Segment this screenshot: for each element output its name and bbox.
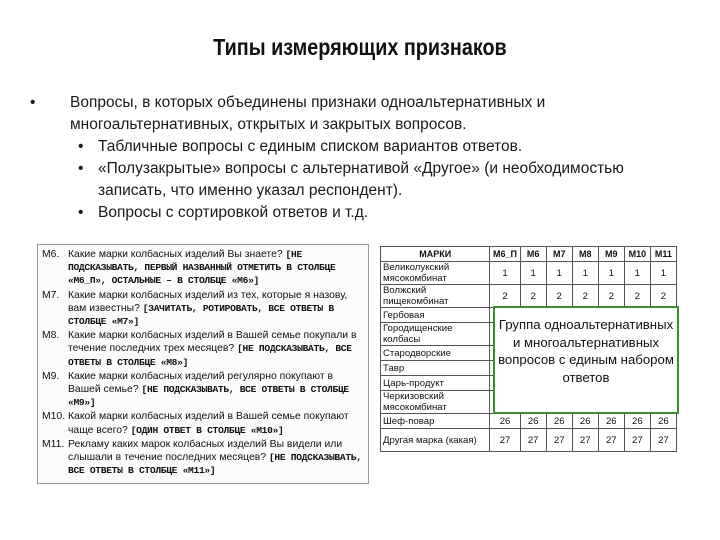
code-cell: 2 bbox=[520, 285, 546, 308]
table-row bbox=[381, 262, 677, 285]
question-code: M11. bbox=[42, 438, 65, 450]
table-row bbox=[381, 414, 677, 429]
brand-cell: Тавр bbox=[381, 361, 490, 376]
code-cell: 26 bbox=[624, 414, 650, 429]
brand-cell: Городищенские колбасы bbox=[381, 323, 490, 346]
code-cell: 26 bbox=[490, 414, 520, 429]
question-code: M8. bbox=[42, 330, 60, 342]
table-row bbox=[381, 429, 677, 452]
table-header: M6 bbox=[520, 247, 546, 262]
table-header: МАРКИ bbox=[381, 247, 490, 262]
question-instruction: [ЗАЧИТАТЬ, РОТИРОВАТЬ, ВСЕ ОТВЕТЫ В СТОЛБЦЕ «M7»] bbox=[68, 302, 334, 328]
sub-bullet-text: Табличные вопросы с единым списком вариантов ответов. bbox=[98, 138, 523, 155]
code-cell: 26 bbox=[572, 414, 598, 429]
table-header-row bbox=[381, 247, 677, 262]
bullet-main-text: Вопросы, в которых объединены признаки одноальтернативных и многоальтернативных, открытых и закрытых вопросов. bbox=[70, 94, 546, 133]
question-text: Рекламу каких марок колбасных изделий Вы видели или слышали в течение последних месяцев? bbox=[68, 438, 343, 464]
table-header: M8 bbox=[572, 247, 598, 262]
question-code: M6. bbox=[42, 249, 60, 260]
brand-cell: Великолукский мясокомбинат bbox=[381, 262, 490, 285]
sub-bullet-text: Вопросы с сортировкой ответов и т.д. bbox=[98, 204, 369, 221]
code-cell: 1 bbox=[624, 262, 650, 285]
question-item bbox=[42, 248, 364, 288]
code-cell: 27 bbox=[520, 429, 546, 452]
question-instruction: [НЕ ПОДСКАЗЫВАТЬ, ВСЕ ОТВЕТЫ В СТОЛБЦЕ «M8»] bbox=[68, 343, 352, 368]
code-cell: 27 bbox=[598, 429, 624, 452]
brand-cell: Шеф-повар bbox=[381, 414, 490, 429]
bullet-main bbox=[30, 92, 690, 136]
question-item bbox=[42, 370, 364, 410]
code-cell: 1 bbox=[546, 262, 572, 285]
question-text: Какие марки колбасных изделий в Вашей семье покупали в течение последних трех месяцев? bbox=[68, 330, 357, 355]
table-header: M9 bbox=[598, 247, 624, 262]
question-instruction: [НЕ ПОДСКАЗЫВАТЬ, ПЕРВЫЙ НАЗВАННЫЙ ОТМЕТИТЬ В СТОЛБЦЕ «M6_П», ОСТАЛЬНЫЕ – В СТОЛБЦЕ «M6»] bbox=[68, 249, 336, 287]
question-instruction: [ОДИН ОТВЕТ В СТОЛБЦЕ «M10»] bbox=[130, 424, 284, 436]
code-cell: 2 bbox=[598, 285, 624, 308]
brand-cell: Другая марка (какая) bbox=[381, 429, 490, 452]
code-cell: 27 bbox=[572, 429, 598, 452]
code-cell: 1 bbox=[520, 262, 546, 285]
question-item bbox=[42, 410, 364, 436]
code-cell: 26 bbox=[520, 414, 546, 429]
table-header: M7 bbox=[546, 247, 572, 262]
code-cell: 2 bbox=[650, 285, 676, 308]
questionnaire-scan bbox=[37, 244, 369, 484]
bullet-dot: • bbox=[30, 94, 36, 111]
bullet-dot: • bbox=[78, 138, 84, 155]
code-cell: 27 bbox=[650, 429, 676, 452]
bullet-dot: • bbox=[78, 204, 84, 221]
code-cell: 2 bbox=[624, 285, 650, 308]
code-cell: 27 bbox=[546, 429, 572, 452]
sub-bullet bbox=[30, 202, 690, 224]
sub-bullet bbox=[30, 136, 690, 158]
question-code: M10. bbox=[42, 411, 66, 423]
bullet-dot: • bbox=[78, 160, 84, 177]
question-code: M9. bbox=[42, 370, 60, 382]
bullet-list bbox=[30, 92, 690, 224]
code-cell: 26 bbox=[650, 414, 676, 429]
question-instruction: [НЕ ПОДСКАЗЫВАТЬ, ВСЕ ОТВЕТЫ В СТОЛБЦЕ «M9»] bbox=[68, 384, 349, 409]
question-item bbox=[42, 438, 364, 478]
code-cell: 1 bbox=[650, 262, 676, 285]
code-cell: 2 bbox=[572, 285, 598, 308]
table-header: M6_П bbox=[490, 247, 520, 262]
table-header: M10 bbox=[624, 247, 650, 262]
question-text: Какой марки колбасных изделий в Вашей семье покупают чаще всего? bbox=[68, 411, 349, 436]
question-text: Какие марки колбасных изделий регулярно покупают в Вашей семье? bbox=[68, 370, 334, 396]
slide-title: Типы измеряющих признаков bbox=[213, 34, 507, 60]
brand-cell: Стародворские bbox=[381, 346, 490, 361]
code-cell: 1 bbox=[572, 262, 598, 285]
question-code: M7. bbox=[42, 289, 60, 301]
code-cell: 26 bbox=[546, 414, 572, 429]
code-cell: 27 bbox=[490, 429, 520, 452]
sub-bullet-text: «Полузакрытые» вопросы с альтернативой «Другое» (и необходимостью записать, что именно указал респондент). bbox=[98, 160, 624, 199]
code-cell: 2 bbox=[490, 285, 520, 308]
question-item bbox=[42, 289, 364, 329]
brand-cell: Черкизовский мясокомбинат bbox=[381, 391, 490, 414]
question-text: Какие марки колбасных изделий из тех, которые я назову, вам известны? bbox=[68, 289, 348, 314]
table-row bbox=[381, 285, 677, 308]
question-text: Какие марки колбасных изделий Вы знаете? bbox=[68, 249, 286, 260]
sub-bullet bbox=[30, 158, 690, 202]
brand-cell: Гербовая bbox=[381, 308, 490, 323]
brand-cell: Царь-продукт bbox=[381, 376, 490, 391]
table-header: M11 bbox=[650, 247, 676, 262]
code-cell: 2 bbox=[546, 285, 572, 308]
callout-box: Группа одноальтернативных и многоальтернативных вопросов с единым набором ответов bbox=[493, 306, 679, 414]
code-cell: 1 bbox=[490, 262, 520, 285]
code-cell: 27 bbox=[624, 429, 650, 452]
brand-cell: Волжский пищекомбинат bbox=[381, 285, 490, 308]
question-instruction: [НЕ ПОДСКАЗЫВАТЬ, ВСЕ ОТВЕТЫ В СТОЛБЦЕ «M11»] bbox=[68, 452, 362, 477]
code-cell: 1 bbox=[598, 262, 624, 285]
question-item bbox=[42, 329, 364, 369]
code-cell: 26 bbox=[598, 414, 624, 429]
